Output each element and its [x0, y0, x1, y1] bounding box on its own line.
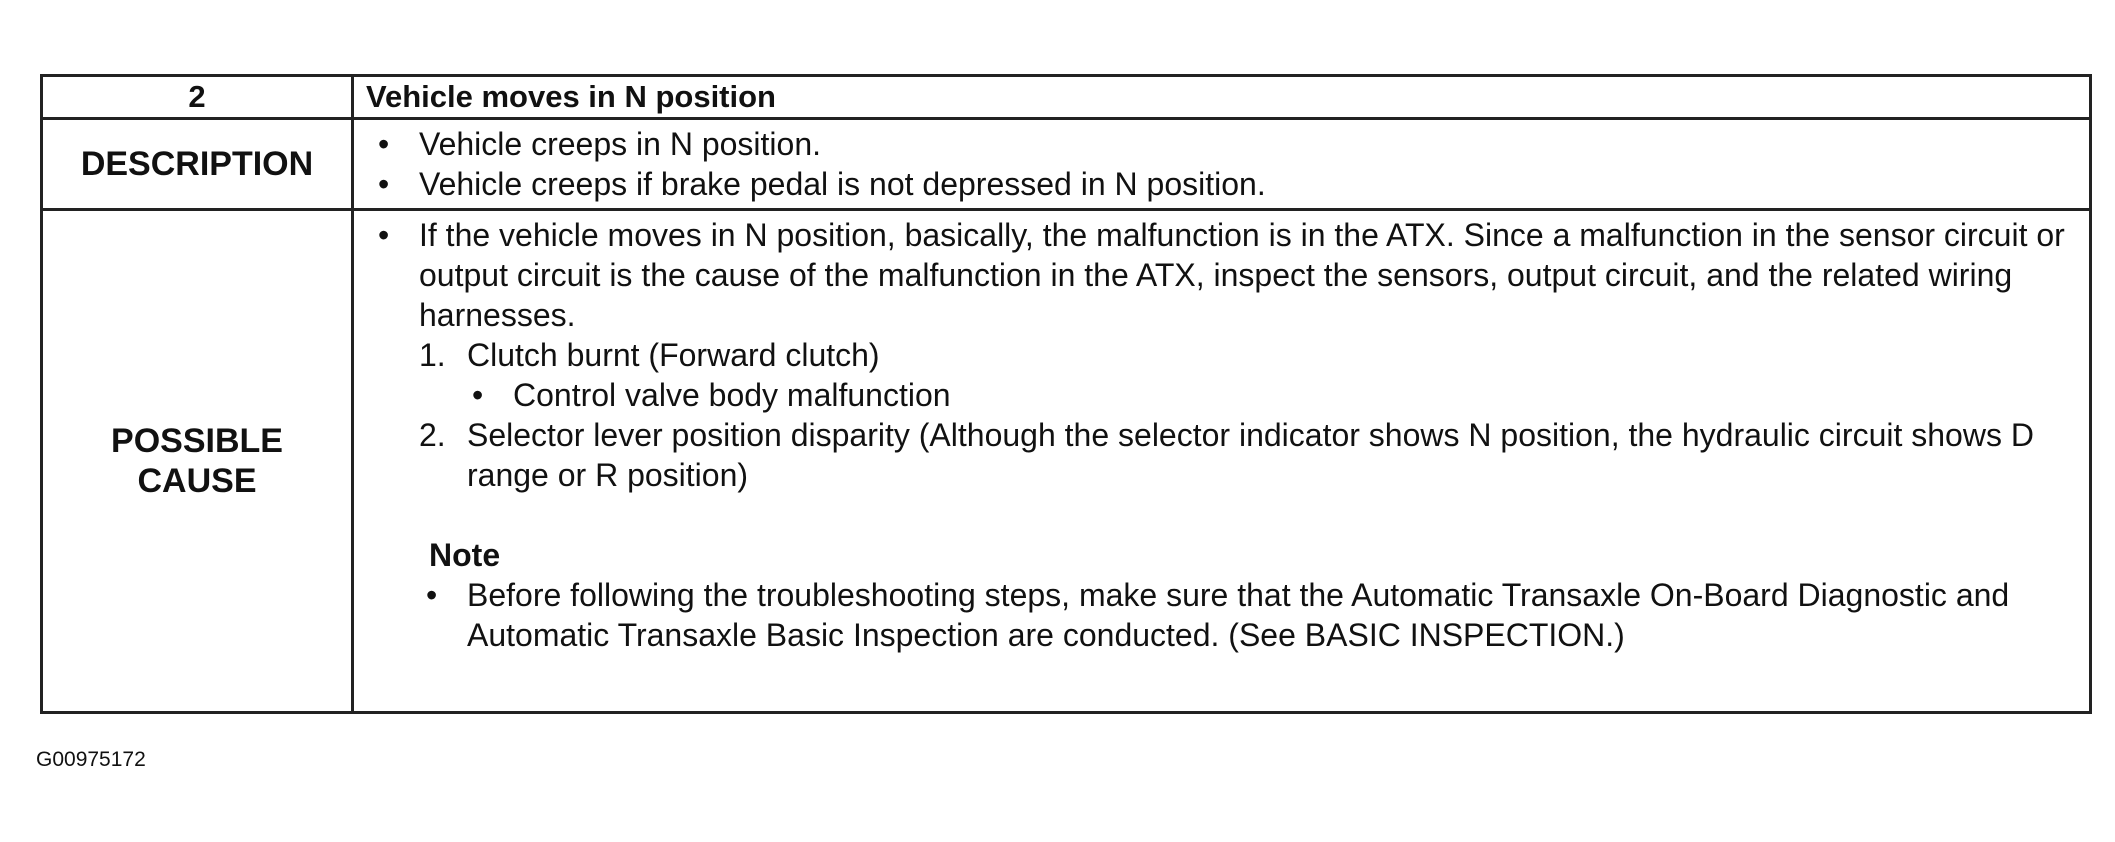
cause-item-text: Selector lever position disparity (Although the selector indicator shows N position, the hydraulic circuit shows D range or R position)	[467, 417, 2034, 493]
bullet-icon: •	[378, 166, 390, 202]
bullet-icon: •	[378, 126, 390, 162]
cause-item-text: Clutch burnt (Forward clutch)	[467, 337, 880, 373]
possible-cause-content	[353, 210, 2091, 713]
figure-id: G00975172	[36, 748, 146, 771]
bullet-icon: •	[472, 377, 484, 413]
description-content	[353, 119, 2091, 210]
possible-cause-label	[42, 210, 353, 713]
header-row	[42, 76, 2091, 119]
note-title: Note	[429, 537, 501, 573]
possible-cause-label-line1: POSSIBLE	[111, 422, 283, 460]
cause-sub-item	[374, 375, 2079, 415]
description-item	[374, 124, 2079, 164]
step-number: 2	[42, 76, 353, 119]
note-item	[374, 575, 2079, 655]
cause-sub-item-text: Control valve body malfunction	[513, 377, 951, 413]
description-item-text: Vehicle creeps in N position.	[419, 126, 821, 162]
possible-cause-row	[42, 210, 2091, 713]
symptom-title: Vehicle moves in N position	[353, 76, 2091, 119]
bullet-icon: •	[426, 577, 438, 613]
cause-item	[374, 335, 2079, 375]
description-item	[374, 164, 2079, 204]
cause-item-number: 1.	[419, 337, 446, 373]
cause-intro-text: If the vehicle moves in N position, basically, the malfunction is in the ATX. Since a malfunction in the sensor circuit or output circuit is the cause of the malfunction in the ATX, inspect the sensors, output circuit, and the related wiring harnesses.	[419, 217, 2065, 333]
cause-item	[374, 415, 2079, 495]
description-label: DESCRIPTION	[42, 119, 353, 210]
bullet-icon: •	[378, 217, 390, 253]
description-row	[42, 119, 2091, 210]
cause-intro	[374, 215, 2079, 335]
description-item-text: Vehicle creeps if brake pedal is not depressed in N position.	[419, 166, 1266, 202]
troubleshooting-table	[40, 74, 2092, 714]
cause-item-number: 2.	[419, 417, 446, 453]
note-text: Before following the troubleshooting steps, make sure that the Automatic Transaxle On-Board Diagnostic and Automatic Transaxle Basic Inspection are conducted. (See BASIC INSPECTION.)	[467, 577, 2010, 653]
possible-cause-label-line2: CAUSE	[137, 462, 257, 500]
